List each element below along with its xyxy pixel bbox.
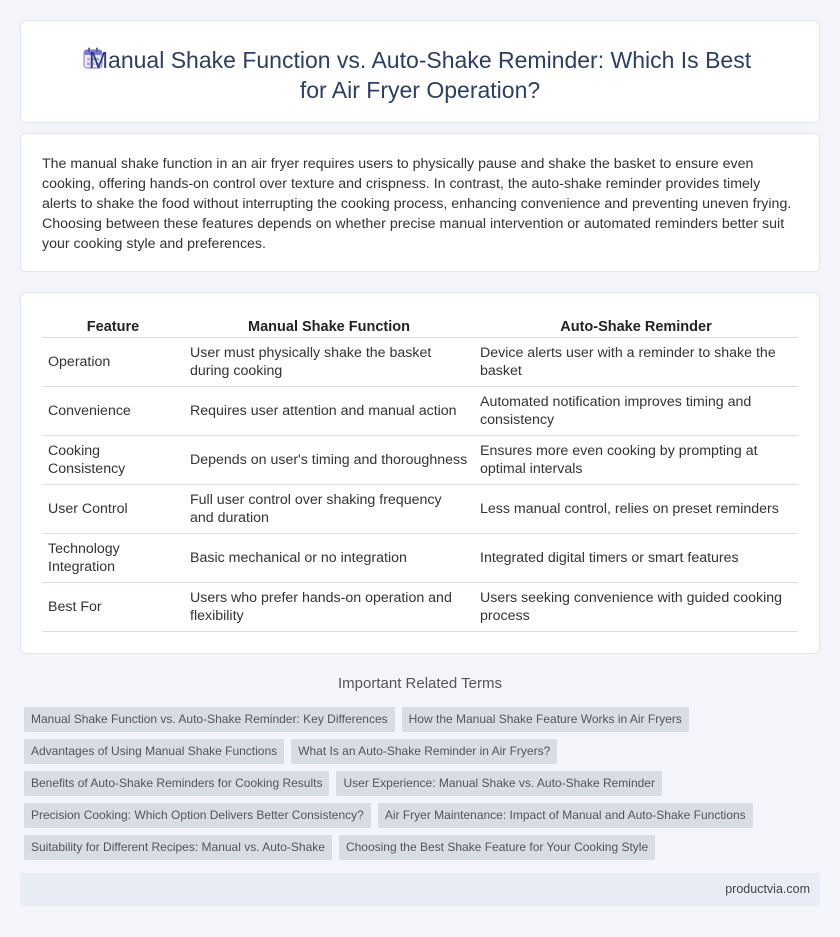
- manual-cell: Depends on user's timing and thoroughness: [184, 435, 474, 484]
- table-row: [42, 435, 798, 484]
- manual-cell: Users who prefer hands-on operation and flexibility: [184, 582, 474, 631]
- related-terms-heading: Important Related Terms: [338, 675, 502, 692]
- footer-site-link[interactable]: productvia.com: [725, 882, 810, 896]
- table-row: [42, 337, 798, 386]
- related-terms-list: [24, 707, 804, 867]
- header-manual-shake: Manual Shake Function: [184, 317, 474, 337]
- footer: [20, 873, 820, 906]
- feature-cell: User Control: [42, 484, 184, 533]
- auto-cell: Automated notification improves timing and consistency: [474, 386, 798, 435]
- comparison-table-card: [20, 292, 820, 654]
- header-auto-shake: Auto-Shake Reminder: [474, 317, 798, 337]
- table-row: [42, 386, 798, 435]
- table-row: [42, 533, 798, 582]
- related-term-link[interactable]: Benefits of Auto-Shake Reminders for Cooking Results: [24, 771, 329, 796]
- related-term-link[interactable]: How the Manual Shake Feature Works in Air Fryers: [402, 707, 689, 732]
- header-feature: Feature: [42, 317, 184, 337]
- auto-cell: Ensures more even cooking by prompting at optimal intervals: [474, 435, 798, 484]
- table-row: [42, 484, 798, 533]
- auto-cell: Less manual control, relies on preset reminders: [474, 484, 798, 533]
- comparison-table: [42, 317, 798, 632]
- intro-card: [20, 133, 820, 272]
- feature-cell: Convenience: [42, 386, 184, 435]
- auto-cell: Users seeking convenience with guided cooking process: [474, 582, 798, 631]
- page-title: Manual Shake Function vs. Auto-Shake Reminder: Which Is Best for Air Fryer Operation?: [88, 47, 752, 103]
- table-header-row: [42, 317, 798, 337]
- related-term-link[interactable]: What Is an Auto-Shake Reminder in Air Fryers?: [291, 739, 557, 764]
- related-term-link[interactable]: User Experience: Manual Shake vs. Auto-Shake Reminder: [336, 771, 662, 796]
- auto-cell: Integrated digital timers or smart features: [474, 533, 798, 582]
- manual-cell: Full user control over shaking frequency and duration: [184, 484, 474, 533]
- feature-cell: Operation: [42, 337, 184, 386]
- auto-cell: Device alerts user with a reminder to shake the basket: [474, 337, 798, 386]
- related-term-link[interactable]: Precision Cooking: Which Option Delivers Better Consistency?: [24, 803, 371, 828]
- manual-cell: Basic mechanical or no integration: [184, 533, 474, 582]
- intro-paragraph: The manual shake function in an air fryer requires users to physically pause and shake the basket to ensure even cooking, offering hands-on control over texture and crispness. In contrast, the auto-shake reminder provides timely alerts to shake the food without interrupting the cooking process, enhancing convenience and preventing uneven frying. Choosing between these features depends on whether precise manual intervention or automated reminders better suit your cooking style and preferences.: [42, 156, 792, 252]
- related-term-link[interactable]: Manual Shake Function vs. Auto-Shake Reminder: Key Differences: [24, 707, 395, 732]
- feature-cell: Cooking Consistency: [42, 435, 184, 484]
- manual-cell: User must physically shake the basket during cooking: [184, 337, 474, 386]
- feature-cell: Technology Integration: [42, 533, 184, 582]
- feature-cell: Best For: [42, 582, 184, 631]
- table-row: [42, 582, 798, 631]
- manual-cell: Requires user attention and manual action: [184, 386, 474, 435]
- related-term-link[interactable]: Suitability for Different Recipes: Manual vs. Auto-Shake: [24, 835, 332, 860]
- header-card: [20, 20, 820, 123]
- related-term-link[interactable]: Choosing the Best Shake Feature for Your Cooking Style: [339, 835, 655, 860]
- related-term-link[interactable]: Air Fryer Maintenance: Impact of Manual and Auto-Shake Functions: [378, 803, 753, 828]
- related-term-link[interactable]: Advantages of Using Manual Shake Functions: [24, 739, 284, 764]
